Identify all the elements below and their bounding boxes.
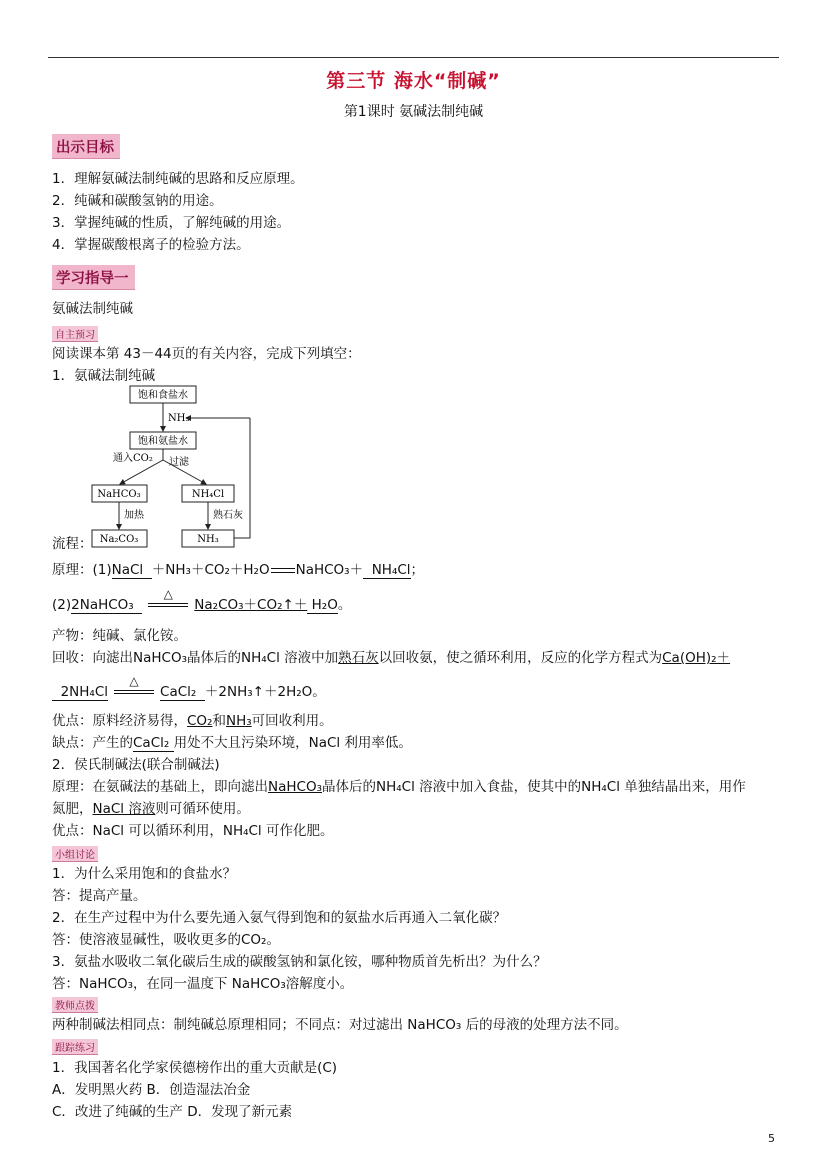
practice-options: C．改进了纯碱的生产 D．发现了新元素 [52,1104,293,1120]
hou-advantages: 优点：NaCl 可以循环利用，NH₄Cl 可作化肥。 [52,823,334,839]
disadvantages-line [52,731,412,752]
teacher-tag: 教师点拨 [52,997,98,1013]
equation-end: ； [410,562,425,578]
flow-label: 流程： [52,536,93,552]
heat-triangle: △ [163,587,173,601]
answer-cacl2: CaCl₂ [160,684,197,700]
guide-item2: 2．侯氏制碱法(联合制碱法) [52,757,220,773]
advantages-text: 优点：原料经济易得， [52,713,187,729]
nh3-input-label: NH₃ [168,413,190,424]
answer-blank [363,562,410,579]
teacher-note: 两种制碱法相同点：制纯碱总原理相同；不同点：对过滤出 NaHCO₃ 后的母液的处理方法不同。 [52,1017,628,1033]
heat-equals-sign [148,587,188,607]
discussion-tag: 小组讨论 [52,846,98,862]
discussion-answer: 答：使溶液显碱性，吸收更多的CO₂。 [52,932,280,948]
heat-equals-sign [114,674,154,694]
answer-2nahco3: 2NaHCO₃ [71,597,134,613]
objective-item: 2．纯碱和碳酸氢钠的用途。 [52,193,223,209]
discussion-answer: 答：NaHCO₃，在同一温度下 NaHCO₃溶解度小。 [52,976,354,992]
equals-sign [271,568,295,573]
hou-principle-line-2 [52,797,250,817]
answer-blank [160,684,205,701]
answer-nacl-solution: NaCl 溶液 [92,801,156,817]
equation-end: 。 [337,597,352,613]
answer-nh4cl: NH₄Cl [371,562,411,578]
answer-blank [52,684,108,701]
recovery-line [52,646,730,666]
discussion-question: 3．氨盐水吸收二氧化碳后生成的碳酸氢钠和氯化铵，哪种物质首先析出？为什么？ [52,954,547,970]
recovery-text: 以回收氨，使之循环利用，反应的化学方程式为 [378,650,663,666]
hou-text: 晶体后的NH₄Cl 溶液中加入食盐，使其中的NH₄Cl 单独结晶出来，用作 [322,779,746,795]
ammonia-brine-label: 饱和氨盐水 [138,436,188,447]
plus-sign: ＋ [349,562,364,578]
equation-products: Na₂CO₃＋CO₂↑＋ [194,597,308,613]
discussion-question: 1．为什么采用饱和的食盐水？ [52,866,237,882]
principle-1-prefix: (1) [92,562,112,578]
heat-triangle: △ [129,674,139,688]
disadvantages-text: 用处不大且污染环境，NaCl 利用率低。 [173,735,412,751]
filter-label: 过滤 [169,457,189,468]
answer-co2: CO₂ [187,713,213,729]
answer-nh3: NH₃ [225,713,252,729]
answer-h2o: H₂O [311,597,338,613]
guide-topic: 氨碱法制纯碱 [52,301,133,317]
heat-label: 加热 [124,510,144,521]
hou-text: 原理：在氨碱法的基础上，即向滤出 [52,779,268,795]
practice-tag: 跟踪练习 [52,1039,98,1055]
nahco3-label: NaHCO₃ [97,489,141,500]
principle-2-prefix: (2) [52,597,72,613]
answer-caoh2: Ca(OH)₂＋ [662,650,731,666]
objective-item: 4．掌握碳酸根离子的检验方法。 [52,237,250,253]
advantages-text: 可回收利用。 [251,713,333,729]
guide-intro: 阅读课本第 43－44页的有关内容，完成下列填空： [52,346,361,362]
brine-label: 饱和食盐水 [138,390,188,401]
practice-options: A．发明黑火药 B．创造湿法冶金 [52,1082,251,1098]
practice-question: 1．我国著名化学家侯德榜作出的重大贡献是(C) [52,1060,338,1076]
answer-blank [307,597,338,614]
na2co3-label: Na₂CO₃ [99,534,139,545]
equation-product: NaHCO₃ [295,562,350,578]
equation-rest: ＋2NH₃↑＋2H₂O。 [204,684,326,700]
objective-item: 1．理解氨碱法制纯碱的思路和反应原理。 [52,171,304,187]
objectives-heading: 出示目标 [52,134,120,159]
nh3-output-label: NH₃ [197,534,219,545]
hou-text: 氮肥， [52,801,93,817]
co2-input-label: 通入CO₂ [113,453,153,464]
answer-cacl2: CaCl₂ [133,735,170,751]
principle-line-1 [52,558,424,579]
disadvantages-text: 缺点：产生的 [52,735,133,751]
discussion-question: 2．在生产过程中为什么要先通入氨气得到饱和的氨盐水后再通入二氧化碳？ [52,910,507,926]
page-number: 5 [768,1132,775,1145]
answer-nahco3: NaHCO₃ [268,779,322,795]
discussion-answer: 答：提高产量。 [52,888,147,904]
products-line: 产物：纯碱、氯化铵。 [52,628,187,644]
answer-blank [71,597,142,614]
hou-text: 则可循环使用。 [155,801,250,817]
objective-item: 3．掌握纯碱的性质，了解纯碱的用途。 [52,215,291,231]
hou-principle-line [52,775,746,795]
answer-lime: 熟石灰 [338,650,379,666]
answer-nacl: NaCl [111,562,144,578]
recovery-equation [52,674,326,701]
guide-heading: 学习指导一 [52,265,135,290]
advantages-text: 和 [212,713,226,729]
recovery-text: 回收：向滤出NaHCO₃晶体后的NH₄Cl 溶液中加 [52,650,339,666]
ammonia-soda-flow-diagram [82,384,262,550]
answer-blank [112,562,152,579]
nh4cl-label: NH₄Cl [191,489,225,500]
header-rule [48,57,779,58]
guide-item1: 1．氨碱法制纯碱 [52,368,156,384]
principle-label: 原理： [52,562,93,578]
answer-2nh4cl: 2NH₄Cl [60,684,109,700]
section-title: 第三节 海水“制碱” [326,70,501,92]
equation-reactants: ＋NH₃＋CO₂＋H₂O [151,562,270,578]
lesson-subtitle: 第1课时 氨碱法制纯碱 [343,104,484,120]
advantages-line [52,709,333,729]
principle-line-2 [52,587,352,614]
answer-blank [133,735,174,752]
lime-label: 熟石灰 [213,510,243,521]
self-study-tag: 自主预习 [52,326,98,342]
